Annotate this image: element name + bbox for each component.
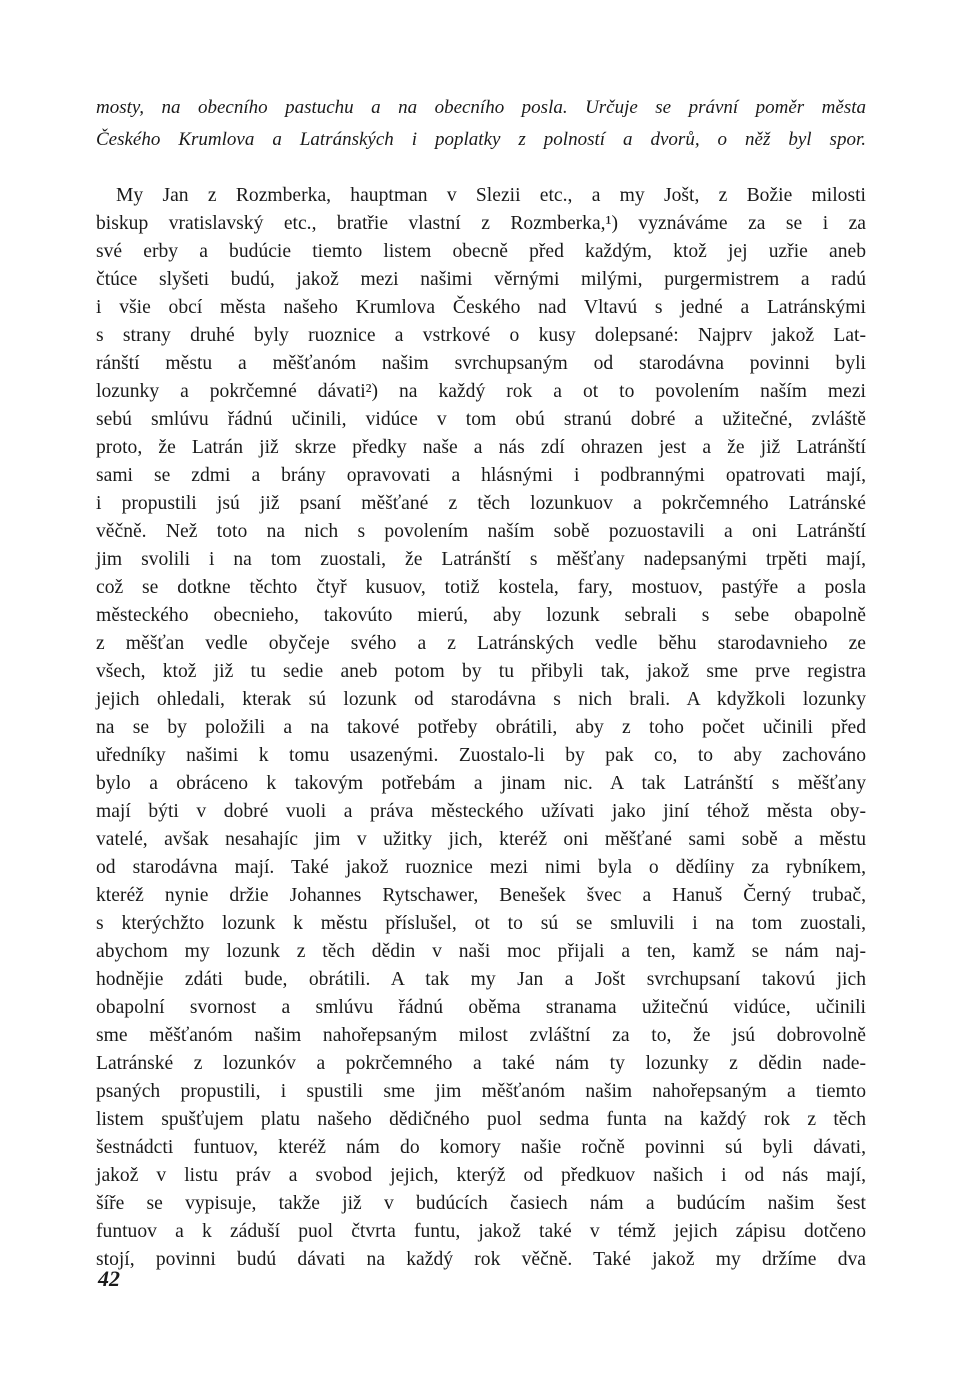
text-line: jejich ohledali, kterak sú lozunk od starodávna s nich brali. A kdyžkoli lozunky [96,689,866,710]
text-line: sme měšťanóm našim nahořepsaným milost zvláštní za to, že jsú dobrovolně [96,1025,866,1046]
text-line: své erby a budúcie tiemto listem obecně před každým, ktož jej uzřie aneb [96,241,866,262]
text-line: vatelé, avšak nesahajíc jim v užitky jich, kteréž oni měšťané sami sobě a městu [96,829,866,850]
text-line: abychom my lozunk z těch dědin v naši moc přijali a ten, kamž se nám naj- [96,941,866,962]
text-line: s kterýchžto lozunk k městu příslušel, ot to sú se smluvili i na tom zuostali, [96,913,866,934]
text-line: sami se zdmi a brány opravovati a hlásnými i podbrannými opatrovati mají, [96,465,866,486]
text-line: funtuov a k záduší puol čtvrta funtu, jakož také v témž jejich zápisu dotčeno [96,1221,866,1242]
heading-line: mosty, na obecního pastuchu a na obecního posla. Určuje se právní poměr města [96,97,866,118]
text-line: šíře se vypisuje, takže již v budúcích časiech nám a budúcím našim šest [96,1193,866,1214]
text-line: což se dotkne těchto čtyř kusuov, totiž kostela, fary, mostuov, pastýře a posla [96,577,866,598]
text-line: jim svolili i na tom zuostali, že Latránští s měšťany nadepsanými trpěti mají, [96,549,866,570]
text-line: i všie obcí města našeho Krumlova Českého nad Vltavú s jedné a Latránskými [96,297,866,318]
text-line: sebú smlúvu řádnú učinili, vidúce v tom obú stranú dobré a užitečné, zvláště [96,409,866,430]
text-line: kteréž nynie držie Johannes Rytschawer, Benešek švec a Hanuš Černý trubač, [96,885,866,906]
text-line: biskup vratislavský etc., bratřie vlastní z Rozmberka,¹) vyznáváme za se i za [96,213,866,234]
text-line: od starodávna mají. Také jakož ruoznice mezi nimi byla o dědíiny za rybníkem, [96,857,866,878]
text-line: jakož v listu práv a svobod jejich, kterýž od předkuov našich i od nás mají, [96,1165,866,1186]
page-content [96,92,866,1274]
text-line: stojí, povinni budú dávati na každý rok věčně. Také jakož my držíme dva [96,1249,866,1270]
text-line: bylo a obráceno k takovým potřebám a jinam nic. A tak Latránští s měšťany [96,773,866,794]
heading-line: Českého Krumlova a Latránských i poplatky z polností a dvorů, o něž byl spor. [96,129,866,150]
text-line: s strany druhé byly ruoznice a vstrkové o kusy dolepsané: Najprv jakož Lat- [96,325,866,346]
text-line: hodnějie zdáti bude, obrátili. A tak my Jan a Jošt svrchupsaní takovú jich [96,969,866,990]
body-text [96,182,866,1274]
text-line: i propustili jsú již psaní měšťané z těch lozunkuov a pokrčemného Latránské [96,493,866,514]
text-line: všech, ktož již tu sedie aneb potom by tu přibyli tak, jakož sme prve registra [96,661,866,682]
text-line: šestnádcti funtuov, kteréž nám do komory našie ročně povinni sú byli dávati, [96,1137,866,1158]
text-line: proto, že Latrán již skrze předky naše a nás zdí ohrazen jest a že již Latránští [96,437,866,458]
text-line: lozunky a pokrčemné dávati²) na každý rok a ot to povolením naším mezi [96,381,866,402]
text-line: z měšťan vedle obyčeje svého a z Latránských vedle běhu starodavnieho ze [96,633,866,654]
page-number: 42 [98,1266,120,1291]
text-line: listem spušťujem platu našeho dědičného puol sedma funta na každý rok z těch [96,1109,866,1130]
text-line: ránští městu a měšťanóm našim svrchupsaným od starodávna povinni byli [96,353,866,374]
text-line: na se by položili a na takové potřeby obrátili, aby z toho počet učinili před [96,717,866,738]
text-line: čtúce slyšeti budú, jakož mezi našimi věrnými milými, purgermistrem a radú [96,269,866,290]
text-line: psaných propustili, i spustili sme jim měšťanóm našim nahořepsaným a tiemto [96,1081,866,1102]
text-line: věčně. Než toto na nich s povolením naším sobě pozuostavili a oni Latránští [96,521,866,542]
section-heading [96,92,866,156]
text-line: městeckého obecnieho, takovúto mierú, aby lozunk sebrali s sebe obapolně [96,605,866,626]
text-line: obapolní svornost a smlúvu řádnú oběma stranama užitečnú vidúce, učinili [96,997,866,1018]
text-line: Latránské z lozunkóv a pokrčemného a také nám ty lozunky z dědin nade- [96,1053,866,1074]
text-line: mají býti v dobré vuoli a práva městeckého užívati jako jiní téhož města oby- [96,801,866,822]
text-line: uředníky našimi k tomu usazenými. Zuostalo-li by pak co, to aby zachováno [96,745,866,766]
text-line: My Jan z Rozmberka, hauptman v Slezii etc., a my Jošt, z Božie milosti [116,185,866,206]
